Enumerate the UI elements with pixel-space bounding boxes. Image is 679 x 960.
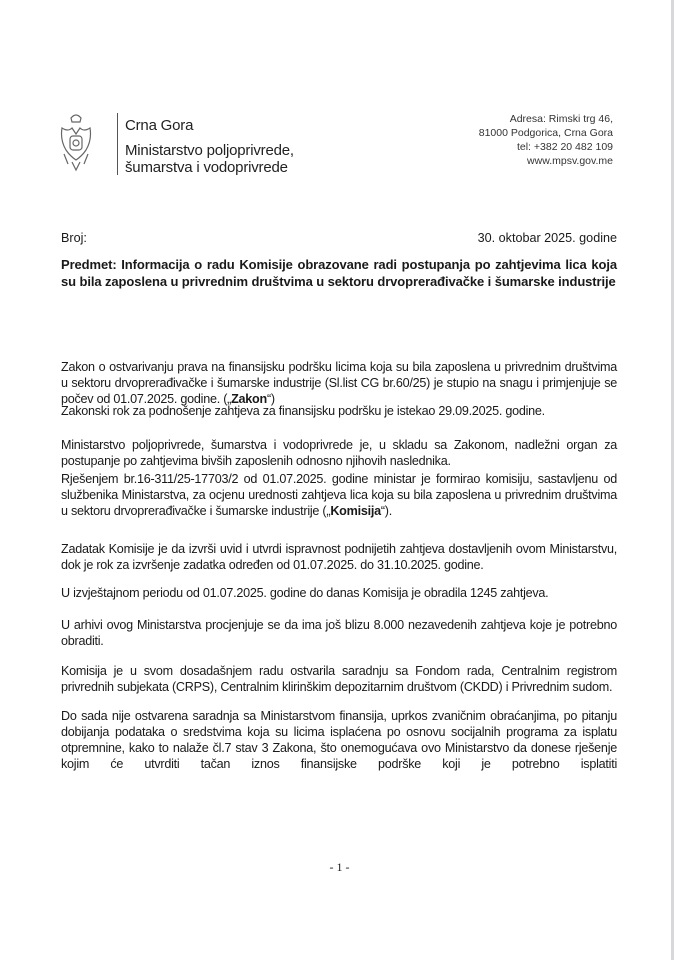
number-label: Broj: — [61, 231, 87, 245]
country-name: Crna Gora — [125, 117, 194, 134]
paragraph-8: Komisija je u svom dosadašnjem radu ostvarila saradnju sa Fondom rada, Centralnim registrom privrednih subjekata (CRPS), Centralnim klirinškim depozitarnim društvom (CKDD) i Privrednim sudom. — [61, 664, 617, 694]
p1-bold: Zakon — [231, 392, 267, 406]
paragraph-5: Zadatak Komisije je da izvrši uvid i utvrdi ispravnost podnijetih zahtjeva dostavljenih ovom Ministarstvu, dok je rok za izvršenje zadatka određen od 01.07.2025. do 31.10.2025. godine. — [61, 542, 617, 572]
page-number: - 1 - — [329, 860, 350, 874]
paragraph-4 — [61, 471, 617, 519]
p1-end: “) — [266, 392, 275, 406]
header-divider — [117, 113, 118, 175]
address-line1: Adresa: Rimski trg 46, — [509, 113, 613, 125]
p4-text: Rješenjem br.16-311/25-17703/2 od 01.07.2025. godine ministar je formirao komisiju, sastavljenu od službenika Ministarstva, za ocjenu urednosti zahtjeva lica koja su bila zaposlena u privrednim društvima u sektoru drvoprerađivačke i šumarske industrije („ — [61, 472, 617, 518]
ministry-name-line1: Ministarstvo poljoprivrede, — [125, 142, 294, 159]
subject: Predmet: Informacija o radu Komisije obrazovane radi postupanja po zahtjevima lica koja su bila zaposlena u privrednim društvima u sektoru drvoprerađivačke i šumarske industrije — [61, 257, 617, 289]
paragraph-3: Ministarstvo poljoprivrede, šumarstva i vodoprivrede je, u skladu sa Zakonom, nadležni organ za postupanje po zahtjevima bivših zaposlenih odnosno njihovih naslednika. — [61, 438, 617, 468]
paragraph-2: Zakonski rok za podnošenje zahtjeva za finansijsku podršku je istekao 29.09.2025. godine. — [61, 404, 545, 418]
p4-bold: Komisija — [330, 504, 381, 518]
paragraph-1 — [61, 359, 617, 407]
address-line2: 81000 Podgorica, Crna Gora — [478, 127, 613, 139]
p4-end: “). — [380, 504, 392, 518]
paragraph-7: U arhivi ovog Ministarstva procjenjuje se da ima još blizu 8.000 nezavedenih zahtjeva koje je potrebno obraditi. — [61, 618, 617, 648]
p1-text: Zakon o ostvarivanju prava na finansijsku podršku licima koja su bila zaposlena u privrednim društvima u sektoru drvoprerađivačke i šumarske industrije (Sl.list CG br.60/25) je stupio na snagu i primjenjuje se počev od 01.07.2025. godine. („ — [61, 360, 617, 406]
paragraph-6: U izvještajnom periodu od 01.07.2025. godine do danas Komisija je obradila 1245 zahtjeva. — [61, 586, 549, 600]
website: www.mpsv.gov.me — [527, 155, 613, 167]
coat-of-arms-icon — [58, 110, 94, 174]
ministry-name-line2: šumarstva i vodoprivrede — [125, 159, 288, 176]
document-date: 30. oktobar 2025. godine — [477, 231, 617, 245]
phone: tel: +382 20 482 109 — [516, 141, 613, 153]
page-edge — [671, 0, 674, 960]
paragraph-9: Do sada nije ostvarena saradnja sa Ministarstvom finansija, uprkos zvaničnim obraćanjima, po pitanju dobijanja podataka o sredstvima koja su licima isplaćena po osnovu socijalnih programa za isplatu otpremnine, kako to nalaže čl.7 stav 3 Zakona, što onemogućava ovo Ministarstvo da donese rješenje kojim će utvrditi tačan iznos finansijske podrške koji je potrebno isplatiti — [61, 709, 617, 771]
